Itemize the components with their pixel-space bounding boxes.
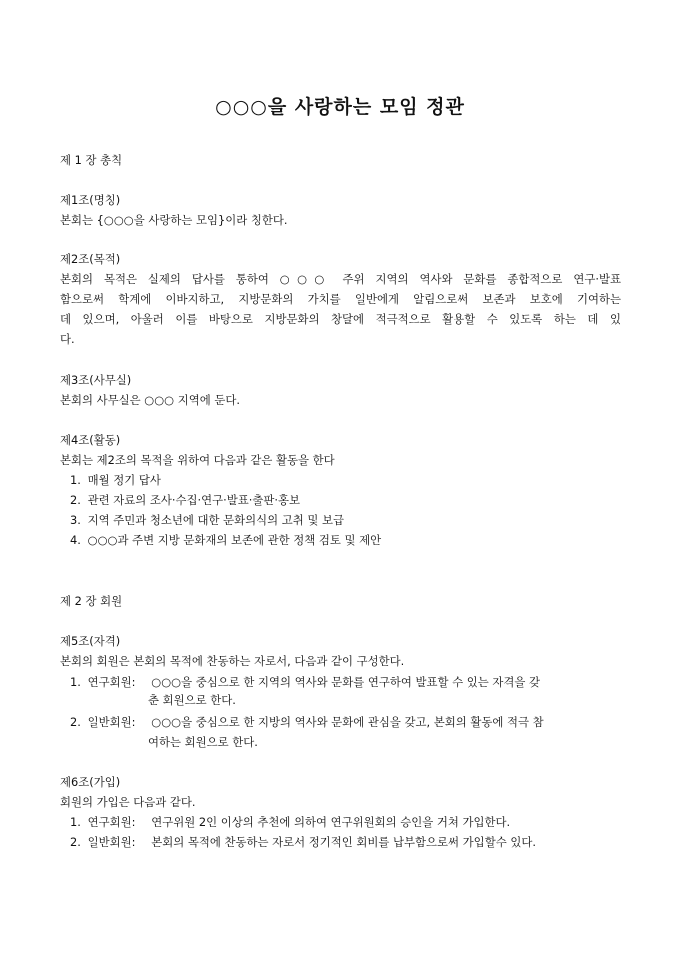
article-2-text-line: 데 있으며, 아울러 이를 바탕으로 지방문화의 창달에 적극적으로 활용할 수 있도록 하는 데 있: [60, 312, 621, 326]
chapter-1-heading: 제 1 장 총칙: [60, 153, 123, 167]
list-item: [70, 472, 161, 488]
list-text: 지역 주민과 청소년에 대한 문화의식의 고취 및 보급: [87, 513, 345, 527]
list-text: 연구위원 2인 이상의 추천에 의하여 연구위원회의 승인을 거쳐 가입한다.: [151, 815, 511, 829]
list-text-continuation: 춘 회원으로 한다.: [148, 693, 236, 707]
list-number: 2.: [70, 835, 81, 849]
list-text: 매월 정기 답사: [87, 473, 161, 487]
member-type-term: 일반회원:: [87, 715, 136, 729]
list-number: 1.: [70, 473, 81, 487]
member-type-term: 연구회원:: [87, 675, 136, 689]
article-6-intro: 회원의 가입은 다음과 같다.: [60, 795, 196, 809]
list-number: 2.: [70, 715, 81, 729]
chapter-2-heading: 제 2 장 회원: [60, 594, 123, 608]
list-item: [70, 834, 536, 850]
list-text-continuation: 여하는 회원으로 한다.: [148, 735, 258, 749]
list-item: [70, 492, 300, 508]
article-2-text-line: 다.: [60, 332, 75, 346]
article-1-heading: 제1조(명칭): [60, 193, 121, 207]
member-type-term: 연구회원:: [87, 815, 136, 829]
list-number: 1.: [70, 815, 81, 829]
article-6-heading: 제6조(가입): [60, 775, 121, 789]
list-item: [70, 532, 381, 548]
list-number: 3.: [70, 513, 81, 527]
article-1-text: 본회는 {○○○을 사랑하는 모임}이라 칭한다.: [60, 213, 288, 227]
article-5-heading: 제5조(자격): [60, 634, 121, 648]
list-text: ○○○을 중심으로 한 지방의 역사와 문화에 관심을 갖고, 본회의 활동에 적극 참: [151, 715, 544, 729]
list-text: 관련 자료의 조사·수집·연구·발표·출판·홍보: [87, 493, 301, 507]
list-text: ○○○과 주변 지방 문화재의 보존에 관한 정책 검토 및 제안: [87, 533, 382, 547]
list-text: ○○○을 중심으로 한 지역의 역사와 문화를 연구하여 발표할 수 있는 자격을 갖: [151, 675, 540, 689]
article-3-heading: 제3조(사무실): [60, 373, 132, 387]
article-3-text: 본회의 사무실은 ○○○ 지역에 둔다.: [60, 393, 240, 407]
list-number: 4.: [70, 533, 81, 547]
article-4-heading: 제4조(활동): [60, 433, 121, 447]
article-4-intro: 본회는 제2조의 목적을 위하여 다음과 같은 활동을 한다: [60, 453, 335, 467]
list-text: 본회의 목적에 찬동하는 자로서 정기적인 회비를 납부함으로써 가입할수 있다.: [151, 835, 536, 849]
list-item: [70, 674, 540, 690]
list-item: [70, 814, 510, 830]
article-2-text-line: 본회의 목적은 실제의 답사를 통하여 ○○○ 주위 지역의 역사와 문화를 종합적으로 연구·발표: [60, 272, 621, 286]
article-2-heading: 제2조(목적): [60, 252, 121, 266]
document-title: ○○○을 사랑하는 모임 정관: [215, 96, 465, 118]
list-item: [70, 512, 344, 528]
list-item: [70, 714, 544, 730]
article-5-intro: 본회의 회원은 본회의 목적에 찬동하는 자로서, 다음과 같이 구성한다.: [60, 654, 405, 668]
list-number: 1.: [70, 675, 81, 689]
article-2-text-line: 함으로써 학계에 이바지하고, 지방문화의 가치를 일반에게 알림으로써 보존과 보호에 기여하는: [60, 292, 621, 306]
member-type-term: 일반회원:: [87, 835, 136, 849]
list-number: 2.: [70, 493, 81, 507]
